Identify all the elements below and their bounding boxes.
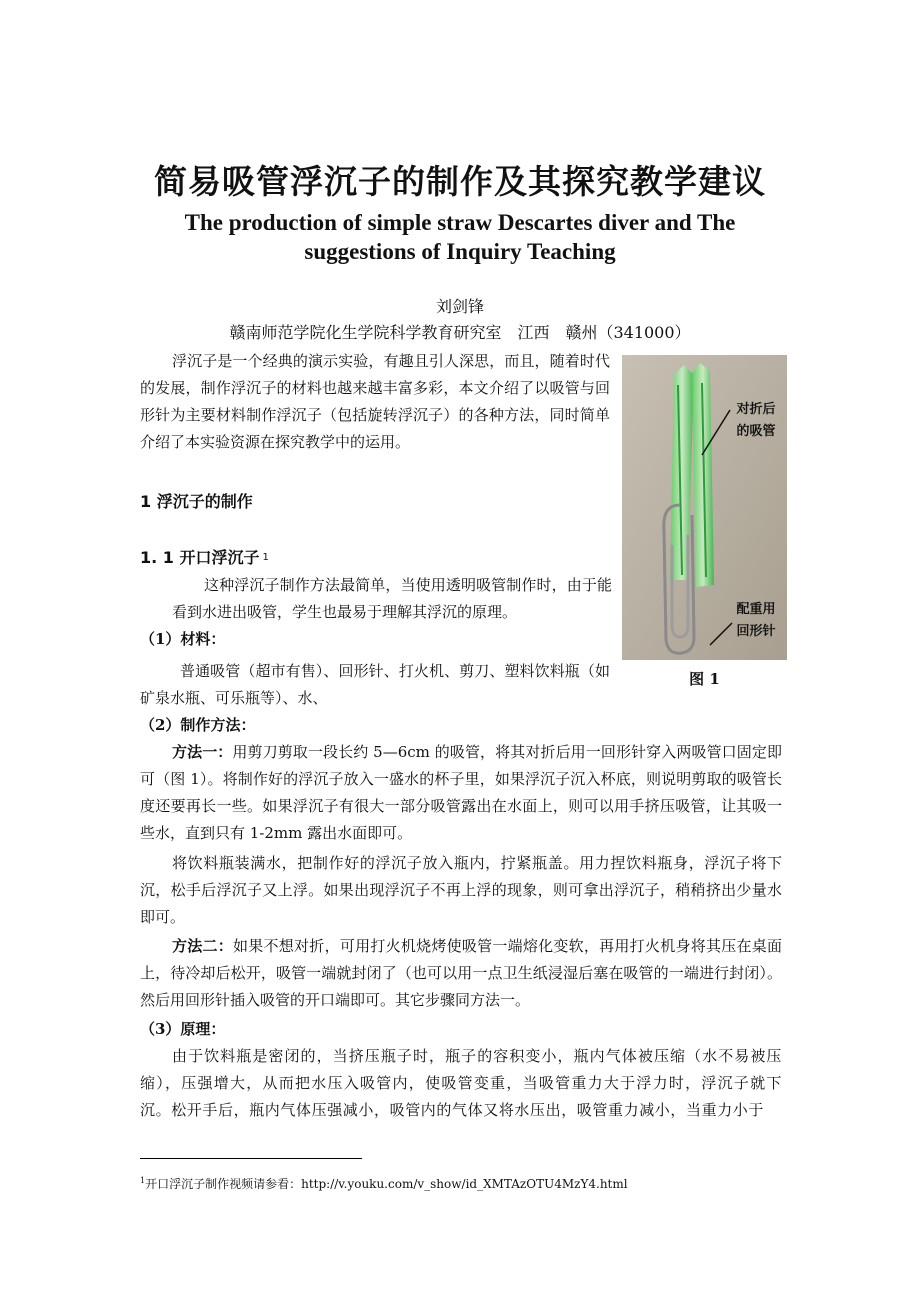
method-two-text: 如果不想对折，可用打火机烧烤使吸管一端熔化变软，再用打火机身将其压在桌面上，待冷却后松开，吸管一端就封闭了（也可以用一点卫生纸浸湿后塞在吸管的一端进行封闭）。然后用回形针插入吸管的开口端即可。其它步骤同方法一。 [140, 937, 782, 1009]
footnote-text: 开口浮沉子制作视频请参看：http://v.youku.com/v_show/id_XMTAzOTU4MzY4.html [145, 1177, 628, 1191]
method-two-label: 方法二： [172, 937, 234, 955]
figure-label-straw-line1: 对折后 [736, 402, 776, 417]
figure-label-straw-line2: 的吸管 [736, 424, 776, 439]
section-1-1-paragraph: 这种浮沉子制作方法最简单，当使用透明吸管制作时，由于能看到水进出吸管，学生也最易于理解其浮沉的原理。 [172, 576, 612, 621]
section-heading-1-1-text: 1. 1 开口浮沉子 [140, 548, 260, 567]
section-heading-1-1 [140, 546, 269, 570]
figure-1-caption: 图 1 [689, 670, 720, 688]
footnote-rule [140, 1158, 362, 1159]
method-one-paragraph-2: 将饮料瓶装满水，把制作好的浮沉子放入瓶内，拧紧瓶盖。用力捏饮料瓶身，浮沉子将下沉，松手后浮沉子又上浮。如果出现浮沉子不再上浮的现象，则可拿出浮沉子，稍稍挤出少量水即可。 [140, 854, 782, 926]
affiliation: 赣南师范学院化生学院科学教育研究室 江西 赣州（341000） [229, 323, 691, 342]
materials-text: 普通吸管（超市有售）、回形针、打火机、剪刀、塑料饮料瓶（如矿泉水瓶、可乐瓶等）、水、 [140, 662, 610, 707]
method-heading: （2）制作方法： [140, 716, 256, 734]
materials-heading: （1）材料： [140, 630, 226, 648]
title-english: The production of simple straw Descartes diver and The suggestions of Inquiry Teaching [184, 210, 736, 264]
section-heading-1: 1 浮沉子的制作 [140, 492, 253, 511]
figure-label-straw [726, 399, 786, 443]
principle-heading: （3）原理： [140, 1020, 226, 1038]
figure-label-clip-line2: 回形针 [736, 624, 776, 639]
footnote [140, 1173, 628, 1192]
footnote-mark: 1 [140, 1176, 146, 1185]
title-chinese: 简易吸管浮沉子的制作及其探究教学建议 [154, 162, 766, 201]
figure-1-photo [622, 355, 787, 660]
abstract: 浮沉子是一个经典的演示实验，有趣且引人深思，而且，随着时代的发展，制作浮沉子的材料也越来越丰富多彩，本文介绍了以吸管与回形针为主要材料制作浮沉子（包括旋转浮沉子）的各种方法，同时简单介绍了本实验资源在探究教学中的运用。 [140, 352, 610, 451]
principle-text: 由于饮料瓶是密闭的，当挤压瓶子时，瓶子的容积变小，瓶内气体被压缩（水不易被压缩），压强增大，从而把水压入吸管内，使吸管变重，当吸管重力大于浮力时，浮沉子就下沉。松开手后，瓶内气体压强减小，吸管内的气体又将水压出，吸管重力减小，当重力小于 [140, 1047, 782, 1119]
method-one-paragraph [140, 739, 782, 847]
author: 刘剑锋 [435, 297, 484, 316]
figure-label-clip [726, 599, 786, 643]
footnote-ref: 1 [262, 552, 269, 563]
method-one-text: 用剪刀剪取一段长约 5—6cm 的吸管，将其对折后用一回形针穿入两吸管口固定即可（图 1）。将制作好的浮沉子放入一盛水的杯子里，如果浮沉子沉入杯底，则说明剪取的吸管长度还要再长一些。如果浮沉子有很大一部分吸管露出在水面上，则可以用手挤压吸管，让其吸一些水，直到只有 1-2mm 露出水面即可。 [140, 743, 782, 842]
method-one-label: 方法一： [172, 743, 233, 761]
method-two-paragraph [140, 933, 782, 1014]
figure-label-clip-line1: 配重用 [736, 602, 776, 617]
